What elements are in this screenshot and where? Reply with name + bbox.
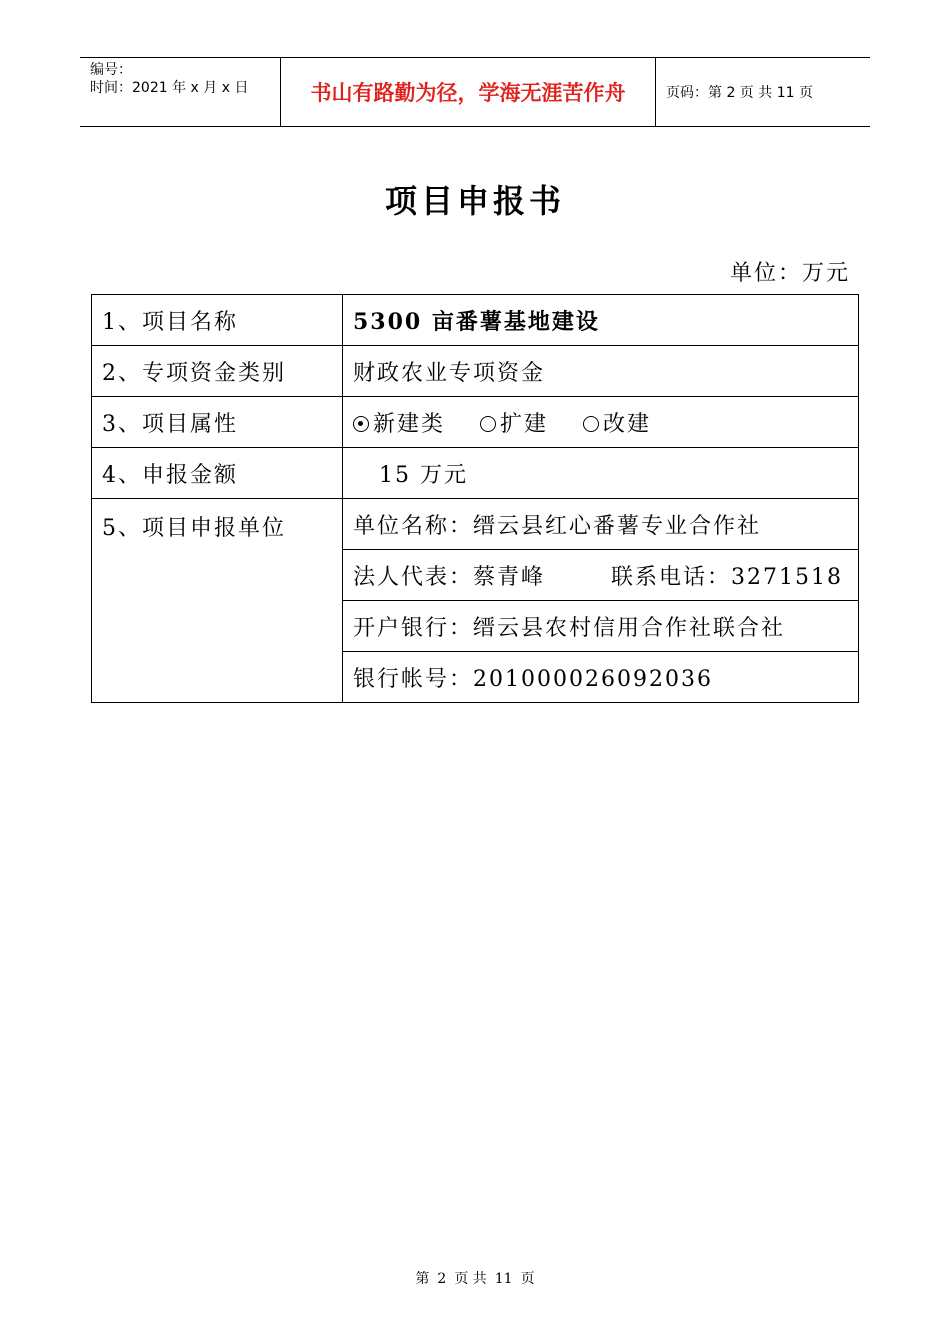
header-motto: 书山有路勤为径，学海无涯苦作舟 [281,58,656,126]
table-row [92,397,859,448]
footer-suffix: 页 [520,1271,535,1287]
legal-rep-value: 法人代表：蔡青峰 [353,564,546,590]
amount-label: 4、申报金额 [92,448,343,499]
phone-value: 联系电话：3271518 [611,564,843,590]
option-new-build[interactable] [353,412,445,437]
table-row [92,295,859,346]
account-value: 银行帐号：201000026092036 [343,652,859,703]
unit-label: 单位：万元 [729,261,850,286]
radio-selected-icon[interactable] [353,416,369,432]
header-meta [80,58,281,126]
legal-rep-cell [343,550,859,601]
table-row [92,448,859,499]
amount-value [343,448,859,499]
project-name-value [343,295,859,346]
number-label: 编号： [90,62,132,78]
project-name-label: 1、项目名称 [92,295,343,346]
header-page-info: 页码：第 2 页 共 11 页 [666,85,813,101]
applicant-label: 5、项目申报单位 [92,499,343,703]
page-footer [0,1268,950,1288]
option-expand[interactable] [480,412,548,437]
bank-value: 开户银行：缙云县农村信用合作社联合社 [343,601,859,652]
radio-unselected-icon[interactable] [583,416,599,432]
amount-text: 15 万元 [379,462,468,488]
option-label: 改建 [603,411,652,437]
project-name-text: 5300 亩番薯基地建设 [353,308,600,335]
table-row [92,499,859,550]
fund-type-label: 2、专项资金类别 [92,346,343,397]
unit-name-value: 单位名称：缙云县红心番薯专业合作社 [343,499,859,550]
document-title: 项目申报书 [384,182,565,220]
project-attr-label: 3、项目属性 [92,397,343,448]
footer-page-total: 11 [494,1271,513,1287]
radio-unselected-icon[interactable] [480,416,496,432]
page-header [80,57,870,127]
table-row [92,346,859,397]
time-label: 时间：2021 年 x 月 x 日 [90,80,249,96]
application-table [91,294,859,703]
footer-prefix: 第 [415,1271,430,1287]
footer-mid: 页 共 [454,1271,487,1287]
project-attr-options [343,397,859,448]
fund-type-value: 财政农业专项资金 [343,346,859,397]
option-label: 新建类 [373,411,446,437]
footer-page-num: 2 [437,1271,447,1287]
option-rebuild[interactable] [583,412,651,437]
option-label: 扩建 [500,411,549,437]
